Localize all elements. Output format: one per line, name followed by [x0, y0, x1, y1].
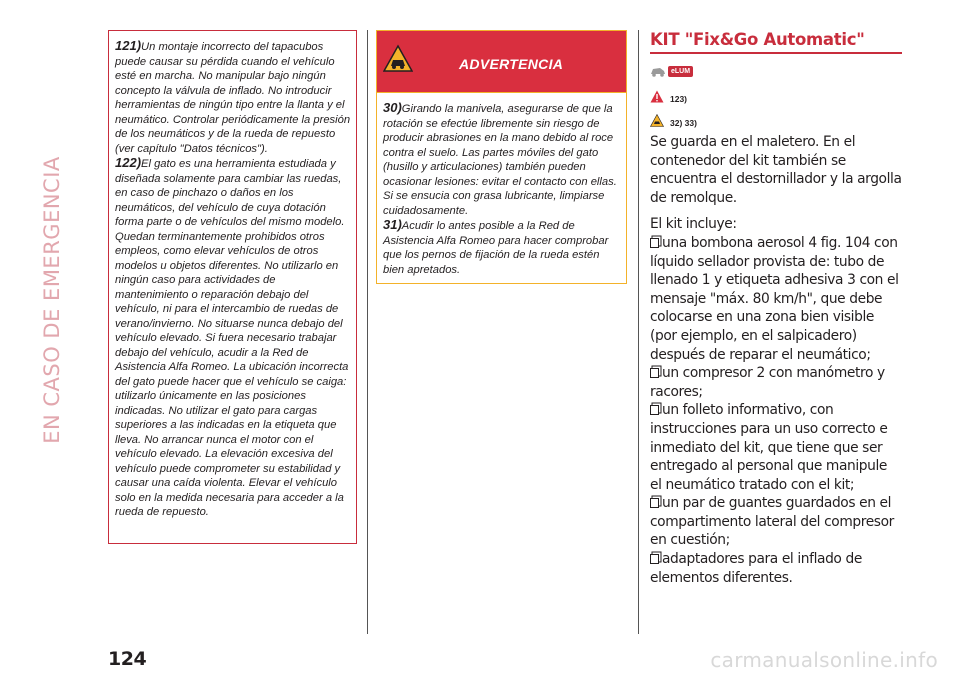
version-badge: eLUM: [668, 66, 693, 77]
kit-section: [650, 30, 902, 587]
kit-storage-paragraph: Se guarda en el maletero. En el contenedor del kit también se encuentra el destornillador y la argolla de remolque.: [650, 134, 902, 206]
warning-header: [377, 31, 626, 93]
note-text: Girando la manivela, asegurarse de que la rotación se efectúe libremente sin riesgo de producir abrasiones en la mano debido al roce contra el suelo. Las partes móviles del gato (husillo y articulaciones) también pueden ocasionar lesiones: evitar el contacto con ellas. Si se ensucia con grasa lubricante, limpiarse cuidadosamente.: [383, 103, 617, 217]
chapter-side-label-text: EN CASO DE EMERGENCIA: [40, 156, 64, 444]
danger-note-121: [115, 39, 351, 156]
kit-title: KIT "Fix&Go Automatic": [650, 30, 902, 54]
car-icon: [650, 65, 666, 77]
warning-reference: [650, 113, 902, 127]
warning-reference-text: 32) 33): [670, 118, 697, 128]
list-item-text: un folleto informativo, con instrucciones para un uso correcto e inmediato del kit, que tiene que ser entregado al personal que manipule el neumático tratado con el kit;: [650, 402, 888, 493]
list-item: [650, 234, 902, 364]
note-number: 30): [383, 100, 402, 115]
list-item: [650, 364, 902, 401]
list-item: [650, 401, 902, 494]
checkbox-bullet-icon: [650, 498, 659, 508]
list-item-text: adaptadores para el inflado de elementos diferentes.: [650, 551, 862, 586]
warning-car-icon: [383, 44, 413, 74]
note-text: El gato es una herramienta estudiada y diseñada solamente para cambiar las ruedas, en caso de pinchazo o daños en los neumáticos, del vehículo de cuya dotación forma parte o de vehículos del mismo modelo. Quedan terminantemente prohibidos otros empleos, como elevar vehículos de otros modelos u objetos diferentes. No utilizarlo en ningún caso para actividades de mantenimiento o reparación debajo del vehículo, ni para el intercambio de ruedas de verano/invierno. No situarse nunca debajo del vehículo elevado. Si fuera necesario trabajar debajo del vehículo, acudir a la Red de Asistencia Alfa Romeo. La ubicación incorrecta del gato puede hacer que el vehículo se caiga: utilizarlo únicamente en las posiciones indicadas. No utilizar el gato para cargas superiores a las indicadas en la etiqueta que lleva. No arrancar nunca el motor con el vehículo elevado. La elevación excesiva del vehículo puede comprometer su estabilidad y causar una caída violenta. Elevar el vehículo solo en la medida necesaria para acceder a la rueda de repuesto.: [115, 158, 349, 518]
warning-car-icon: [650, 114, 664, 127]
note-text: Acudir lo antes posible a la Red de Asistencia Alfa Romeo para hacer comprobar que los pernos de fijación de la rueda estén bien apretados.: [383, 220, 609, 276]
checkbox-bullet-icon: [650, 554, 659, 564]
version-indicator: [650, 62, 902, 80]
list-item: [650, 494, 902, 550]
note-number: 122): [115, 155, 142, 170]
kit-contents-list: [650, 234, 902, 587]
page-number: 124: [108, 648, 147, 670]
list-item-text: un compresor 2 con manómetro y racores;: [650, 365, 885, 400]
danger-notes-box: [108, 30, 357, 544]
column-divider: [638, 30, 639, 634]
note-text: Un montaje incorrecto del tapacubos puede causar su pérdida cuando el vehículo esté en marcha. No manipular bajo ningún concepto la válvula de inflado. No introducir herramientas de ningún tipo entre la llanta y el neumático. Controlar periódicamente la presión de los neumáticos y de la rueda de repuesto (ver capítulo "Datos técnicos").: [115, 41, 351, 155]
watermark: carmanualsonline.info: [710, 648, 938, 672]
note-number: 121): [115, 38, 142, 53]
warning-box: [376, 30, 627, 284]
checkbox-bullet-icon: [650, 405, 659, 415]
list-item: [650, 550, 902, 587]
list-item-text: una bombona aerosol 4 fig. 104 con líquido sellador provista de: tubo de llenado 1 y etiqueta adhesiva 3 con el mensaje "máx. 80 km/h", que debe colocarse en una zona bien visible (por ejemplo, en el salpicadero) después de reparar el neumático;: [650, 234, 899, 363]
checkbox-bullet-icon: [650, 238, 659, 248]
danger-triangle-icon: [650, 90, 664, 103]
warning-title: ADVERTENCIA: [459, 56, 564, 72]
kit-contents-intro: El kit incluye:: [650, 216, 737, 233]
list-item-text: un par de guantes guardados en el compartimento lateral del compresor en cuestión;: [650, 495, 894, 549]
warning-note-30: [383, 101, 621, 218]
checkbox-bullet-icon: [650, 368, 659, 378]
column-divider: [367, 30, 368, 634]
danger-reference-text: 123): [670, 94, 688, 104]
danger-note-122: [115, 156, 351, 520]
note-number: 31): [383, 217, 402, 232]
warning-note-31: [383, 218, 621, 277]
danger-reference: [650, 89, 902, 103]
